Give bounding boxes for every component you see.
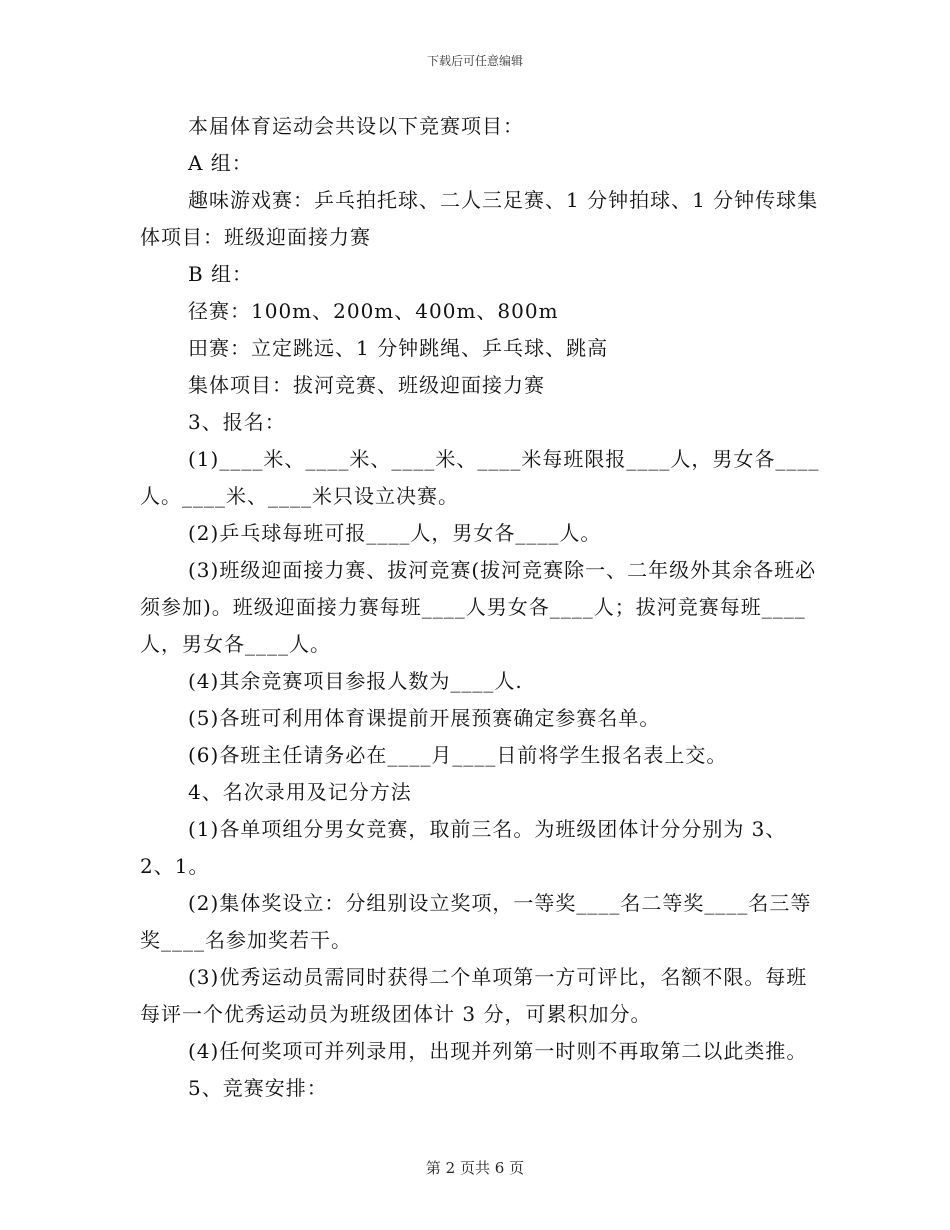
paragraph: 趣味游戏赛：乒乓拍托球、二人三足赛、1 分钟拍球、1 分钟传球集体项目：班级迎面接力赛 [140, 188, 819, 249]
document-body [140, 108, 820, 1107]
paragraph: B 组： [188, 262, 254, 286]
paragraph: (3)班级迎面接力赛、拔河竞赛(拔河竞赛除一、二年级外其余各班必须参加)。班级迎面接力赛每班____人男女各____人；拔河竞赛每班____人，男女各____人。 [140, 558, 817, 656]
section-heading: 3、报名： [188, 410, 286, 434]
paragraph: (1)____米、____米、____米、____米每班限报____人，男女各____人。____米、____米只设立决赛。 [140, 447, 820, 508]
paragraph: (2)集体奖设立：分组别设立奖项，一等奖____名二等奖____名三等奖____名参加奖若干。 [140, 891, 812, 952]
page-footer: 第 2 页共 6 页 [425, 1159, 525, 1177]
paragraph: (5)各班可利用体育课提前开展预赛确定参赛名单。 [188, 706, 661, 730]
paragraph: (4)任何奖项可并列录用，出现并列第一时则不再取第二以此类推。 [188, 1039, 808, 1063]
paragraph: 集体项目：拔河竞赛、班级迎面接力赛 [188, 373, 545, 397]
paragraph: 本届体育运动会共设以下竞赛项目： [188, 114, 524, 138]
paragraph: (1)各单项组分男女竞赛，取前三名。为班级团体计分分别为 3、2、1。 [140, 817, 787, 878]
paragraph: (3)优秀运动员需同时获得二个单项第一方可评比，名额不限。每班每评一个优秀运动员为班级团体计 3 分，可累积加分。 [140, 965, 808, 1026]
section-heading: 4、名次录用及记分方法 [188, 780, 412, 804]
paragraph: A 组： [188, 151, 253, 175]
paragraph: (4)其余竞赛项目参报人数为____人. [188, 669, 523, 693]
paragraph: (2)乒乓球每班可报____人，男女各____人。 [188, 521, 602, 545]
section-heading: 5、竞赛安排： [188, 1076, 328, 1100]
paragraph: 田赛：立定跳远、1 分钟跳绳、乒乓球、跳高 [188, 336, 609, 360]
page-header: 下载后可任意编辑 [426, 54, 523, 68]
paragraph: (6)各班主任请务必在____月____日前将学生报名表上交。 [188, 743, 728, 767]
paragraph: 径赛：100m、200m、400m、800m [188, 299, 559, 323]
